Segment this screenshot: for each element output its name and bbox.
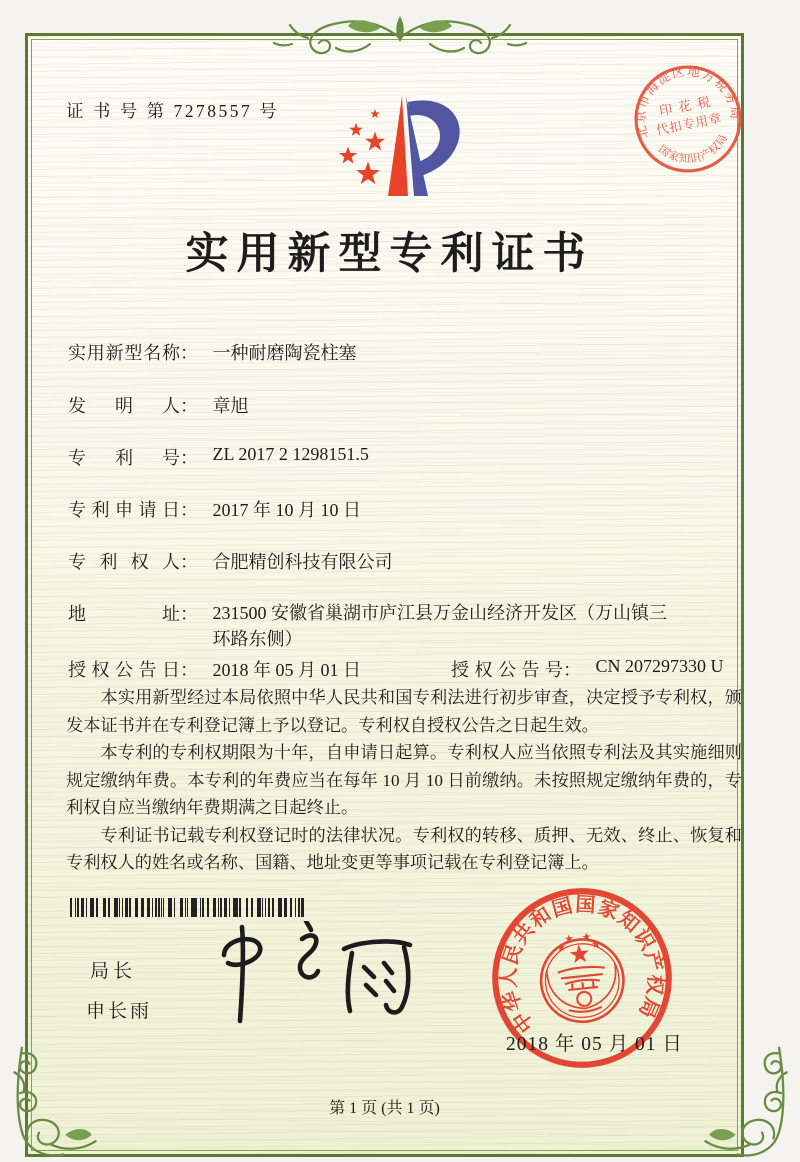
field-value: 一种耐磨陶瓷柱塞 [212,343,357,363]
barcode [70,898,304,917]
page-number: 第 1 页 (共 1 页) [329,1100,440,1117]
stamp-bottom-text: 国家知识产权局 [655,132,731,166]
emblem-stars [556,931,602,965]
field-label: 专利号 [68,448,180,468]
stamp-center-line1: 印 花 税 [657,93,714,119]
field-colon: ： [180,604,198,624]
field-colon: ： [180,448,198,468]
field-value: ZL 2017 2 1298151.5 [212,444,369,464]
seal-date: 2018 年 05 月 01 日 [506,1034,683,1055]
cnipa-logo-icon [326,92,471,202]
field-colon: ： [180,660,198,680]
field-utility-model-name [68,339,357,365]
field-inventor [68,392,249,418]
field-label: 发明人 [68,396,180,416]
legal-paragraph-1: 本实用新型经过本局依照中华人民共和国专利法进行初步审查，决定授予专利权，颁发本证书并在专利登记簿上予以登记。专利权自授权公告之日起生效。 [66,688,742,735]
svg-text:中华人民共和国国家知识产权局 [488,884,674,1039]
field-label: 地址 [68,604,180,624]
certificate-title: 实用新型专利证书 [185,231,594,278]
field-colon: ： [180,396,198,416]
field-value: 合肥精创科技有限公司 [212,552,393,572]
legal-paragraph-2: 本专利的专利权期限为十年，自申请日起算。专利权人应当依照专利法及其实施细则规定缴纳年费。本专利的年费应当在每年 10 月 10 日前缴纳。未按照规定缴纳年费的，专利权自应当缴纳年费期满之日起终止。 [66,743,742,817]
field-value: 231500 安徽省巢湖市庐江县万金山经济开发区（万山镇三环路东侧） [212,603,667,649]
field-label: 授权公告号 [451,660,563,680]
legal-text [66,684,742,877]
field-grant-date [68,656,361,680]
field-label: 授权公告日 [68,660,180,680]
field-value: 2018 年 05 月 01 日 [212,660,361,680]
stamp-top-text: 北京市海淀区地方税务局 [633,64,743,140]
field-grant-row [68,656,724,682]
stamp-duty-seal-icon [619,50,757,188]
director-title: 局长 [90,961,137,982]
legal-paragraph-3: 专利证书记载专利权登记时的法律状况。专利权的转移、质押、无效、终止、恢复和专利权人的姓名或名称、国籍、地址变更等事项记载在专利登记簿上。 [66,825,742,872]
field-filing-date [68,496,361,522]
director-signature-icon [198,921,428,1031]
field-value: 章旭 [212,396,249,416]
field-patent-number [68,444,369,470]
field-colon: ： [563,660,581,680]
field-grant-number [451,656,724,682]
stamp-center-line2: 代扣专用章 [654,111,724,138]
field-patentee [68,548,393,574]
field-value: 2017 年 10 月 10 日 [212,500,361,520]
field-label: 实用新型名称 [68,343,180,363]
director-name: 申长雨 [86,1001,153,1022]
certificate-number: 证 书 号 第 7278557 号 [66,101,280,121]
field-address [68,600,681,652]
field-colon: ： [180,500,198,520]
field-label: 专利申请日 [68,500,180,520]
field-label: 专利权人 [68,552,180,572]
certificate-border [25,33,744,1157]
field-value: CN 207297330 U [595,656,724,676]
field-colon: ： [180,552,198,572]
seal-ring-text: 中华人民共和国国家知识产权局 [498,893,667,1037]
field-colon: ： [180,343,198,363]
